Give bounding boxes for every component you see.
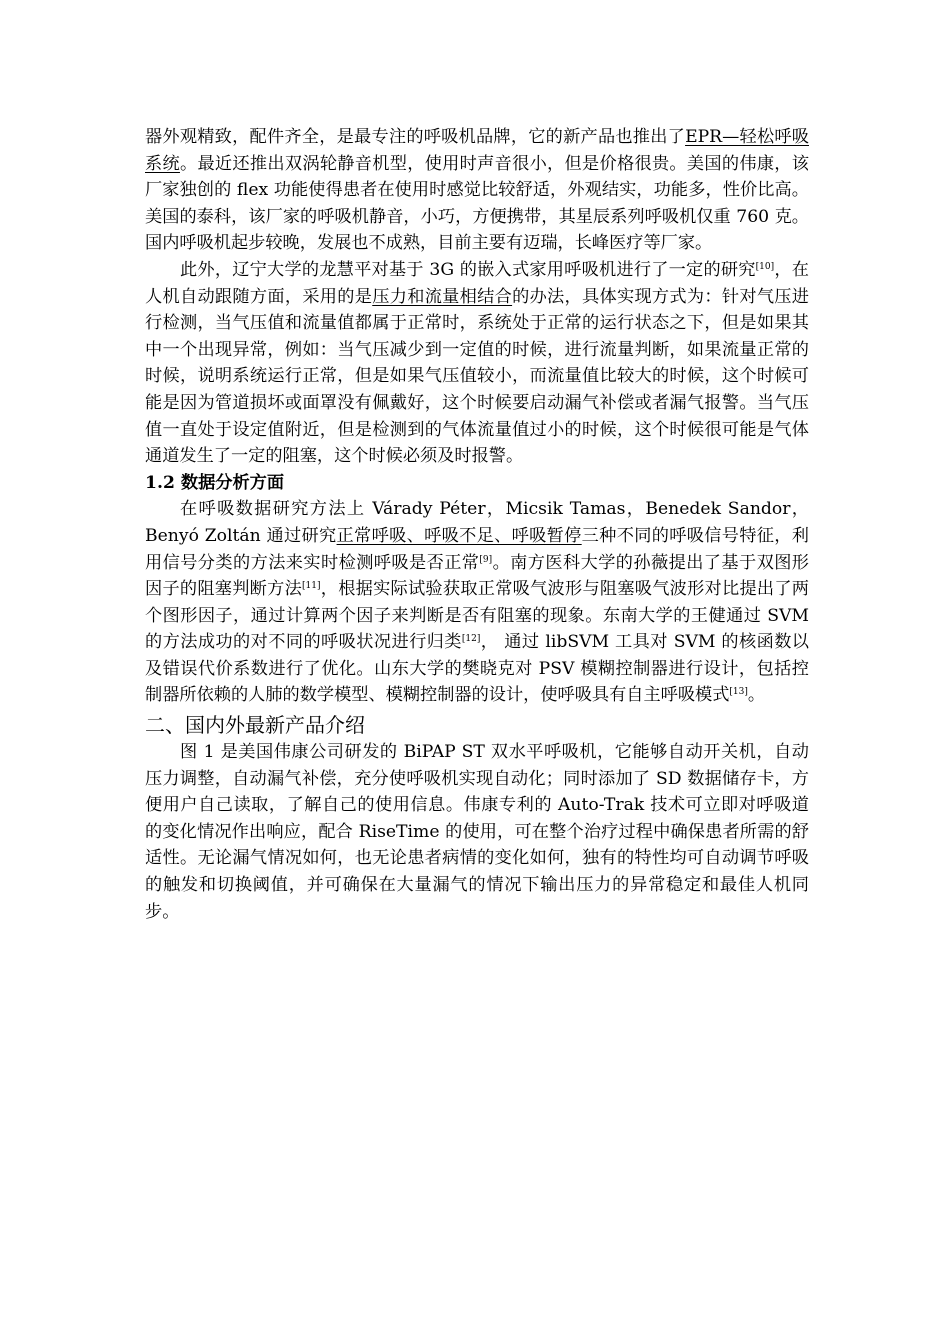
- text-run: ，在人机自动跟随方面，采用的是: [145, 259, 809, 307]
- paragraph-ventilator-brands: [145, 124, 809, 257]
- text-run: ， 通过 libSVM 工具对 SVM 的核函数以及错误代价系数进行了优化。山东大学的樊晓克对 PSV 模糊控制器进行设计，包括控制器所依赖的人肺的数学模型、模糊控制器的设计，使呼吸具有自主呼吸模式: [145, 632, 809, 706]
- text-run: 图 1 是美国伟康公司研发的 BiPAP ST 双水平呼吸机，它能够自动开关机，自动压力调整，自动漏气补偿，充分使呼吸机实现自动化；同时添加了 SD 数据储存卡，方便用户自己读取，了解自己的使用信息。伟康专利的 Auto-Trak 技术可立即对呼吸道的变化情况作出响应，配合 RiseTime 的使用，可在整个治疗过程中确保患者所需的舒适性。无论漏气情况如何，也无论患者病情的变化如何，独有的特性均可自动调节呼吸的触发和切换阈值，并可确保在大量漏气的情况下输出压力的异常稳定和最佳人机同步。: [145, 742, 809, 922]
- text-run: 在呼吸数据研究方法上 Várady Péter，Micsik Tamas，Benedek Sandor，Benyó Zoltán 通过研究: [145, 499, 809, 546]
- citation-ref: [10]: [755, 261, 775, 272]
- text-run: 。南方医科大学的孙薇提出了基于双图形因子的阻塞判断方法: [145, 552, 809, 600]
- text-run: 此外，辽宁大学的龙慧平对基于 3G 的嵌入式家用呼吸机进行了一定的研究: [180, 259, 756, 280]
- paragraph-bipap-product: [145, 739, 809, 925]
- subheading-data-analysis: 1.2 数据分析方面: [145, 472, 285, 493]
- text-run: 。: [747, 685, 766, 706]
- text-run: 的办法，具体实现方式为：针对气压进行检测，当气压值和流量值都属于正常时，系统处于正常的运行状态之下，但是如果其中一个出现异常，例如：当气压减少到一定值的时候，进行流量判断，如果流量正常的时候，说明系统运行正常，但是如果气压值较小，而流量值比较大的时候，这个时候可能是因为管道损坏或面罩没有佩戴好，这个时候要启动漏气补偿或者漏气报警。当气压值一直处于设定值附近，但是检测到的气体流量值过小的时候，这个时候很可能是气体通道发生了一定的阻塞，这个时候必须及时报警。: [145, 286, 809, 467]
- citation-ref: [9]: [479, 554, 493, 565]
- section-heading-products: 二、国内外最新产品介绍: [145, 713, 365, 738]
- document-body: [145, 124, 809, 925]
- text-run: 器外观精致，配件齐全，是最专注的呼吸机品牌，它的新产品也推出了: [145, 127, 686, 147]
- paragraph-data-analysis: [145, 496, 809, 709]
- text-run: 。最近还推出双涡轮静音机型，使用时声音很小，但是价格很贵。美国的伟康，该厂家独创的 flex 功能使得患者在使用时感觉比较舒适，外观结实，功能多，性价比高。美国的泰科，该厂家的呼吸机静音，小巧，方便携带，其星辰系列呼吸机仅重 760 克。国内呼吸机起步较晚，发展也不成熟，目前主要有迈瑞，长峰医疗等厂家。: [145, 153, 809, 254]
- citation-ref: [11]: [302, 581, 321, 592]
- underlined-term-pressure-flow: 压力和流量相结合: [372, 286, 513, 307]
- citation-ref: [12]: [461, 634, 481, 645]
- underlined-term-breathing-states: 正常呼吸、呼吸不足、呼吸暂停: [336, 525, 582, 546]
- paragraph-liaoning-research: [145, 257, 809, 470]
- text-run: ，根据实际试验获取正常吸气波形与阻塞吸气波形对比提出了两个图形因子，通过计算两个因子来判断是否有阻塞的现象。东南大学的王健通过 SVM 的方法成功的对不同的呼吸状况进行归类: [145, 579, 809, 653]
- text-run: 三种不同的呼吸信号特征，利用信号分类的方法来实时检测呼吸是否正常: [145, 525, 809, 573]
- underlined-term-epr: EPR—轻松呼吸系统: [145, 127, 809, 174]
- citation-ref: [13]: [729, 687, 748, 698]
